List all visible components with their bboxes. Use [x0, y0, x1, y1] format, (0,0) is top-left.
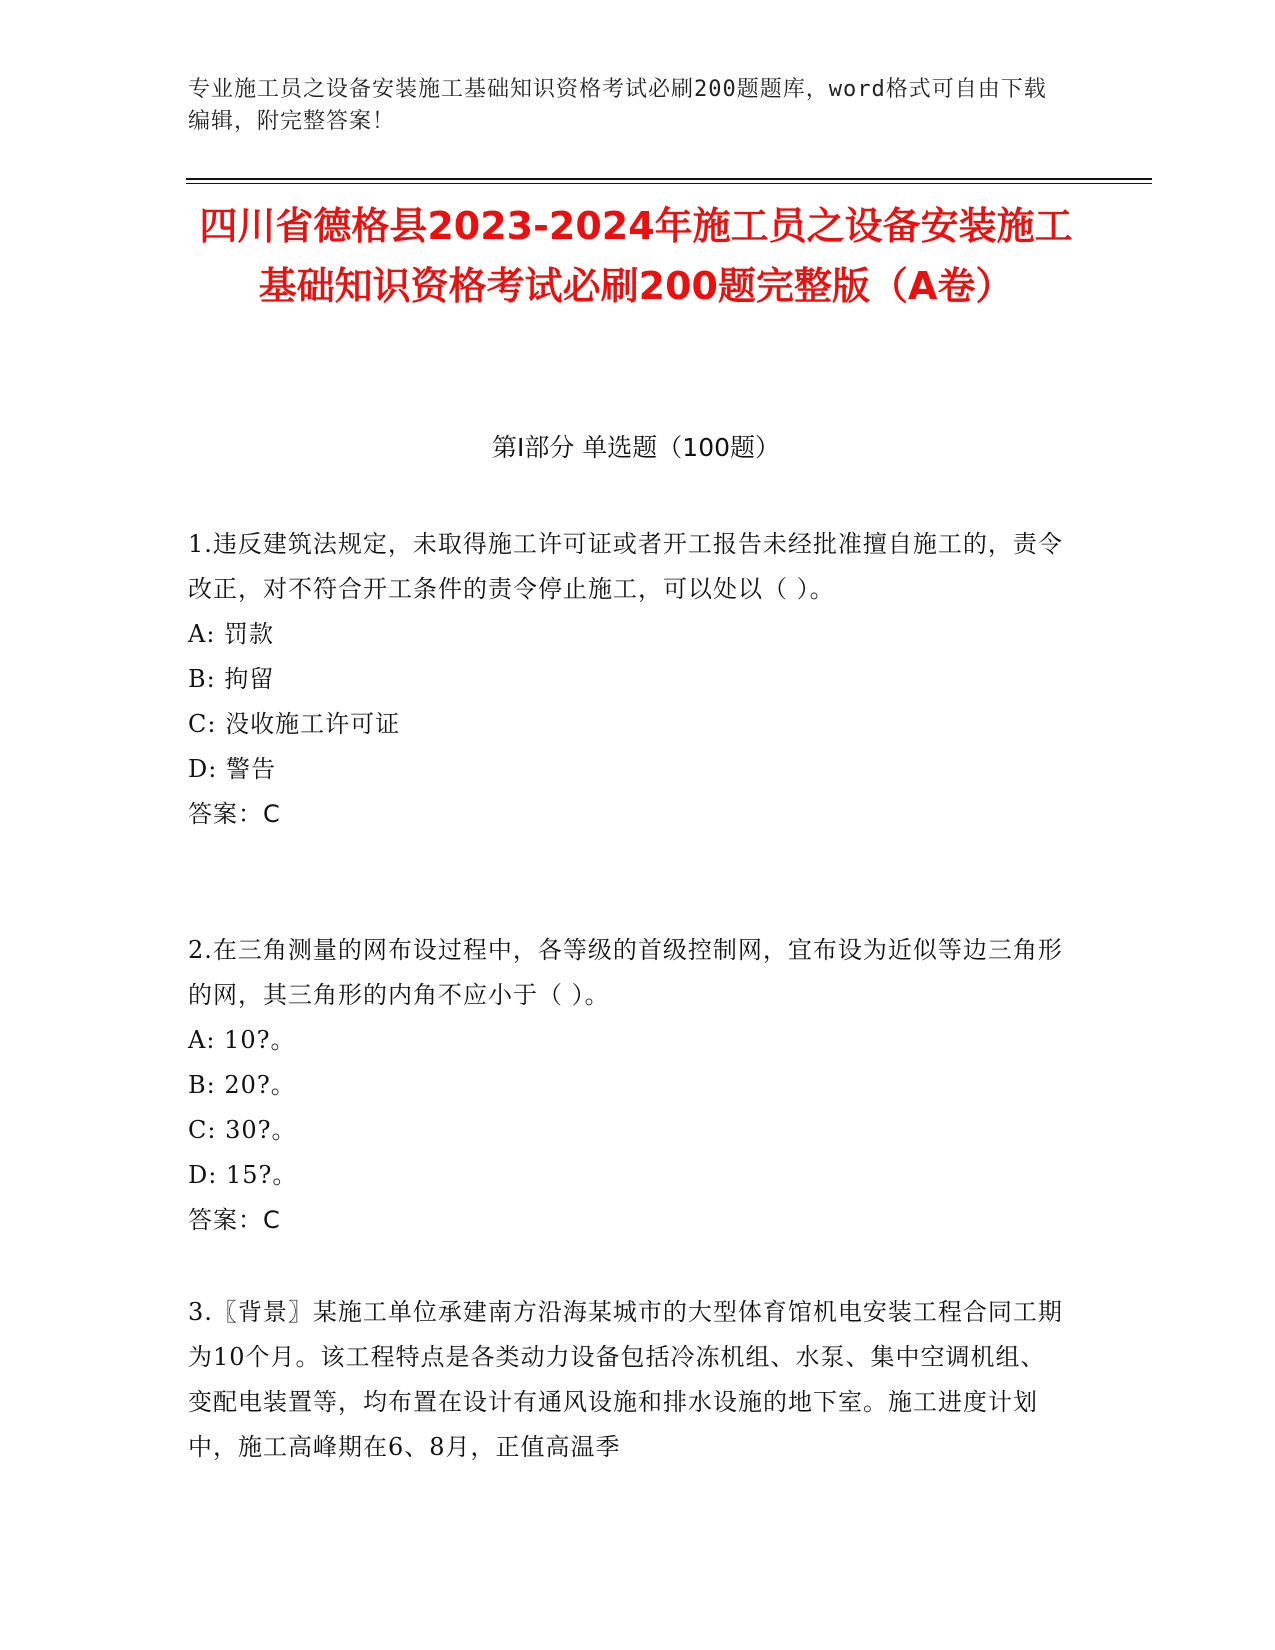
section-heading: 第Ⅰ部分 单选题（100题）	[491, 433, 781, 462]
option-d: D: 警告	[188, 755, 276, 783]
answer-line	[188, 1198, 1068, 1243]
option-a: A: 10?。	[188, 1026, 296, 1054]
answer-label: 答案：	[188, 1206, 263, 1234]
question-stem: 2.在三角测量的网布设过程中，各等级的首级控制网，宜布设为近似等边三角形的网，其三角形的内角不应小于（ ）。	[188, 936, 1063, 1009]
question-1	[188, 522, 1068, 837]
option-b: B: 20?。	[188, 1071, 296, 1099]
document-title: 四川省德格县2023-2024年施工员之设备安装施工基础知识资格考试必刷200题完整版（A卷）	[199, 204, 1073, 308]
option-a: A: 罚款	[188, 620, 275, 648]
header-rule-thin	[186, 183, 1152, 184]
answer-label: 答案：	[188, 800, 263, 828]
question-stem: 3.〖背景〗某施工单位承建南方沿海某城市的大型体育馆机电安装工程合同工期为10个月。该工程特点是各类动力设备包括冷冻机组、水泵、集中空调机组、变配电装置等，均布置在设计有通风设施和排水设施的地下室。施工进度计划中，施工高峰期在6、8月，正值高温季	[188, 1298, 1063, 1461]
answer-value: C	[263, 800, 281, 828]
option-d: D: 15?。	[188, 1161, 298, 1189]
option-b: B: 拘留	[188, 665, 275, 693]
answer-value: C	[263, 1206, 281, 1234]
header-rule-thick	[186, 178, 1152, 180]
question-stem: 1.违反建筑法规定，未取得施工许可证或者开工报告未经批准擅自施工的，责令改正，对不符合开工条件的责令停止施工，可以处以（ ）。	[188, 530, 1063, 603]
option-c: C: 没收施工许可证	[188, 710, 401, 738]
question-2	[188, 928, 1068, 1243]
option-c: C: 30?。	[188, 1116, 297, 1144]
header-note: 专业施工员之设备安装施工基础知识资格考试必刷200题题库，word格式可自由下载编辑，附完整答案！	[188, 77, 1047, 134]
answer-line	[188, 792, 1068, 837]
question-3	[188, 1290, 1068, 1470]
